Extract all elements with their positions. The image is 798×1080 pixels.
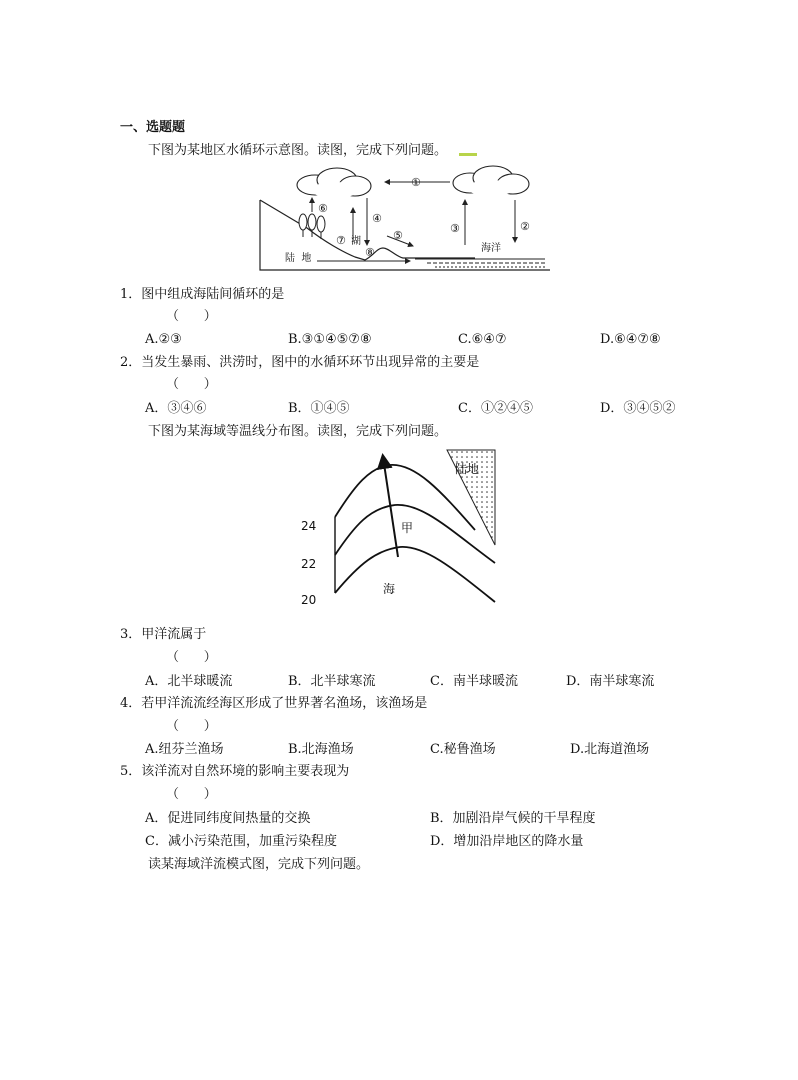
highlight-mark xyxy=(459,153,477,156)
q1-stem: 1．图中组成海陆间循环的是 xyxy=(120,287,285,302)
q4-option-d[interactable]: D.北海道渔场 xyxy=(570,742,650,757)
q4-stem: 4．若甲洋流流经海区形成了世界著名渔场，该渔场是 xyxy=(120,696,428,711)
intro-current-model: 读某海域洋流模式图，完成下列问题。 xyxy=(148,857,370,872)
section-title: 一、选题题 xyxy=(120,120,186,135)
q2-option-c[interactable]: C．①②④⑤ xyxy=(458,401,533,416)
q4-paren: （ ） xyxy=(166,719,217,734)
land-label: 陆 地 xyxy=(285,253,312,264)
q3-option-b[interactable]: B．北半球寒流 xyxy=(288,674,376,689)
label-2: ② xyxy=(520,220,530,233)
q5-option-c[interactable]: C．减小污染范围，加重污染程度 xyxy=(145,834,337,849)
label-4: ④ xyxy=(372,212,382,225)
lake-label: 湖 xyxy=(351,236,361,247)
q4-option-a[interactable]: A.纽芬兰渔场 xyxy=(145,742,224,757)
isotherm-label-22: 22 xyxy=(301,557,317,571)
q1-option-b[interactable]: B.③①④⑤⑦⑧ xyxy=(288,332,372,347)
sea-label: 海 xyxy=(383,582,396,596)
isotherm-22 xyxy=(335,505,495,563)
isotherm-20 xyxy=(335,547,495,602)
water-cycle-diagram xyxy=(255,160,555,275)
trees xyxy=(299,214,325,239)
label-5: ⑤ xyxy=(393,229,403,242)
q3-option-a[interactable]: A．北半球暖流 xyxy=(145,674,233,689)
q2-option-d[interactable]: D．③④⑤② xyxy=(600,401,676,416)
q1-paren: （ ） xyxy=(166,309,217,324)
q2-option-b[interactable]: B．①④⑤ xyxy=(288,401,350,416)
q5-option-b[interactable]: B．加剧沿岸气候的干旱程度 xyxy=(430,811,596,826)
land-label: 陆地 xyxy=(455,462,480,476)
intro-water-cycle: 下图为某地区水循环示意图。读图，完成下列问题。 xyxy=(148,143,448,158)
label-7: ⑦ xyxy=(336,234,346,247)
ocean-label: 海洋 xyxy=(481,243,501,254)
q2-option-a[interactable]: A．③④⑥ xyxy=(145,401,207,416)
q2-stem: 2．当发生暴雨、洪涝时，图中的水循环环节出现异常的主要是 xyxy=(120,355,480,370)
ocean-cloud xyxy=(453,166,529,196)
q4-option-b[interactable]: B.北海渔场 xyxy=(288,742,354,757)
q5-paren: （ ） xyxy=(166,787,217,802)
label-3: ③ xyxy=(450,222,460,235)
current-label: 甲 xyxy=(401,521,414,535)
label-1: ① xyxy=(411,176,421,189)
q3-option-d[interactable]: D．南半球寒流 xyxy=(566,674,655,689)
isotherm-label-20: 20 xyxy=(301,593,317,607)
q1-option-c[interactable]: C.⑥④⑦ xyxy=(458,332,507,347)
label-6: ⑥ xyxy=(318,202,328,215)
q2-paren: （ ） xyxy=(166,377,217,392)
q3-stem: 3．甲洋流属于 xyxy=(120,627,207,642)
q5-stem: 5．该洋流对自然环境的影响主要表现为 xyxy=(120,764,350,779)
q3-option-c[interactable]: C．南半球暖流 xyxy=(430,674,518,689)
q1-option-d[interactable]: D.⑥④⑦⑧ xyxy=(600,332,661,347)
isotherm-label-24: 24 xyxy=(301,519,317,533)
ocean-lines xyxy=(415,259,545,267)
q4-option-c[interactable]: C.秘鲁渔场 xyxy=(430,742,496,757)
intro-isotherm: 下图为某海域等温线分布图。读图，完成下列问题。 xyxy=(148,424,448,439)
label-8: ⑧ xyxy=(365,246,375,259)
land-cloud xyxy=(297,168,371,198)
q5-option-d[interactable]: D．增加沿岸地区的降水量 xyxy=(430,834,584,849)
q3-paren: （ ） xyxy=(166,650,217,665)
isotherm-diagram xyxy=(295,445,515,610)
q1-option-a[interactable]: A.②③ xyxy=(145,332,182,347)
q5-option-a[interactable]: A．促进同纬度间热量的交换 xyxy=(145,811,311,826)
